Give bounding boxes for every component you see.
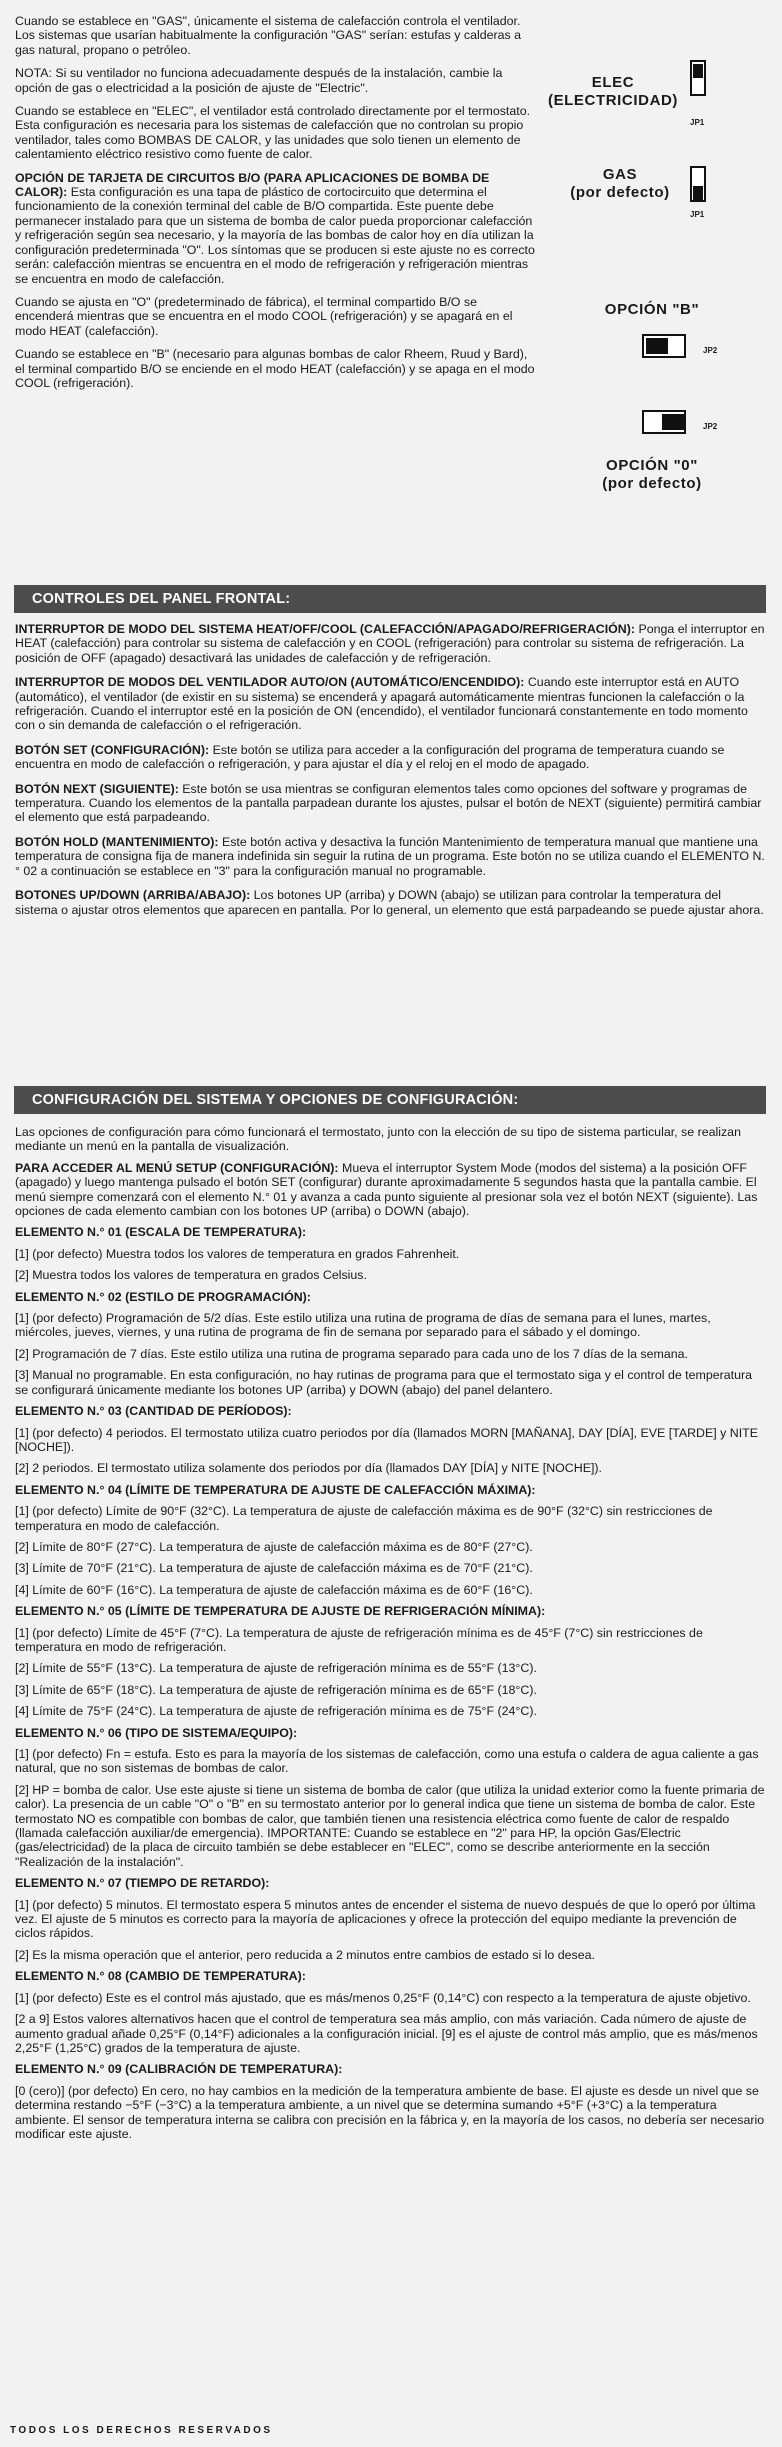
element-04-option-3: [3] Límite de 70°F (21°C). La temperatura de ajuste de calefacción máxima es de 70°F (21°C).	[15, 1561, 533, 1576]
element-07-option-2: [2] Es la misma operación que el anterior, pero reducida a 2 minutos entre cambios de estado si lo desea.	[15, 1947, 595, 1962]
element-07-option-1: [1] (por defecto) 5 minutos. El termostato espera 5 minutos antes de encender el sistema de nuevo después de que lo operó por última vez. El ajuste de 5 minutos es correcto para la mayoría de aplicaciones y ofrece la protección del equipo mediante la prevención de ciclos rápidos.	[15, 1897, 756, 1941]
setup-menu-item: PARA ACCEDER AL MENÚ SETUP (CONFIGURACIÓN): Mueva el interruptor System Mode (modos del sistema) a la posición OFF (apagado) y luego mantenga pulsado el botón SET (configurar) durante aproximadamente 5 segundos hasta que la pantalla cambie. El menú siempre comenzará con el elemento N.° 01 y avanza a cada punto siguiente al presionar sola vez el botón NEXT (siguiente). Las opciones de cada elemento cambian con los botones UP (arriba) o DOWN (abajo).	[15, 1160, 758, 1219]
element-06-option-1: [1] (por defecto) Fn = estufa. Esto es para la mayoría de los sistemas de calefacción, como una estufa o caldera de agua caliente a gas natural, que no son sistemas de bombas de calor.	[15, 1747, 759, 1776]
element-05-heading: ELEMENTO N.° 05 (LÍMITE DE TEMPERATURA DE AJUSTE DE REFRIGERACIÓN MÍNIMA):	[15, 1604, 546, 1619]
next-button-item: BOTÓN NEXT (SIGUIENTE): Este botón se usa mientras se configuran elementos tales como opciones del software y programas de temperatura. Cuando los elementos de la pantalla parpadean durante los ajustes, pulsar el botón de NEXT (siguiente) permitirá cambiar el elemento que está parpadeando.	[15, 781, 762, 825]
bo-option-text: Esta configuración es una tapa de plástico de cortocircuito que determina el funcionamiento de la conexión terminal del cable de B/O compartida. Este puente debe permanecer instalado para que un sistema de bomba de calor pueda proporcionar calefacción y refrigeración según sea necesario, y la mayoría de las bombas de calor hoy en día utilizan la configuración predeterminada "O". Los síntomas que se producen si este ajuste no es correcto serán: calefacción mientras se encuentra en el modo de refrigeración y refrigeración mientras se encuentra en modo de calefacción.	[15, 185, 535, 286]
element-02-option-2: [2] Programación de 7 días. Este estilo utiliza una rutina de programa separado para cada uno de los 7 días de la semana.	[15, 1346, 688, 1361]
element-08-option-2: [2 a 9] Estos valores alternativos hacen que el control de temperatura sea más amplio, con más variación. Cada número de ajuste de aumento gradual añade 0,25°F (0,14°F) adicionales a la configuración inicial. [9] es el ajuste de control más amplio, que es más/menos 2,25°F (1,25°C) grados de la temperatura de ajuste.	[15, 2012, 758, 2055]
config-banner: CONFIGURACIÓN DEL SISTEMA Y OPCIONES DE CONFIGURACIÓN:	[14, 1086, 766, 1114]
jp1-elec-caption: JP1	[690, 118, 705, 127]
bo-option-heading: OPCIÓN DE TARJETA DE CIRCUITOS B/O (PARA APLICACIONES DE BOMBA DE CALOR):	[15, 170, 490, 200]
front-panel-banner: CONTROLES DEL PANEL FRONTAL:	[14, 585, 766, 613]
element-07-heading: ELEMENTO N.° 07 (TIEMPO DE RETARDO):	[15, 1876, 270, 1891]
hold-button-item: BOTÓN HOLD (MANTENIMIENTO): Este botón activa y desactiva la función Mantenimiento de temperatura manual que mantiene una temperatura de consigna fija de manera indefinida sin seguir la rutina de un programa. Este botón no se utiliza cuando el ELEMENTO N.° 02 a continuación se establece en "3" para la configuración manual no programable.	[15, 834, 765, 878]
top-text-column	[15, 14, 535, 399]
fan-mode-item: INTERRUPTOR DE MODOS DEL VENTILADOR AUTO/ON (AUTOMÁTICO/ENCENDIDO): Cuando este interruptor está en AUTO (automático), el ventilador (de existir en su sistema) se encenderá y apagará automáticamente mientras funcionen la calefacción o la refrigeración. Cuando el interruptor esté en la posición de ON (encendido), el ventilador funcionará constantemente en todo momento con o sin demanda de calefacción o el refrigeración.	[15, 675, 748, 733]
element-01-heading: ELEMENTO N.° 01 (ESCALA DE TEMPERATURA):	[15, 1225, 307, 1240]
element-05-option-2: [2] Límite de 55°F (13°C). La temperatura de ajuste de refrigeración mínima es de 55°F (13°C).	[15, 1661, 537, 1676]
jp2-o-caption: JP2	[703, 422, 718, 431]
jp1-elec-jumper	[690, 60, 706, 96]
gas-paragraph: Cuando se establece en "GAS", únicamente el sistema de calefacción controla el ventilador. Los sistemas que usarían habitualmente la configuración "GAS" serían: estufas y calderas a gas natural, propano o petróleo.	[15, 14, 522, 57]
b-setting-paragraph: Cuando se establece en "B" (necesario para algunas bombas de calor Rheem, Ruud y Bard), el terminal compartido B/O se enciende en el modo HEAT (calefacción) y se apaga en el modo COOL (refrigeración).	[15, 347, 535, 390]
gas-label: GAS (por defecto)	[570, 166, 670, 201]
o-setting-paragraph: Cuando se ajusta en "O" (predeterminado de fábrica), el terminal compartido B/O se encenderá mientras que se encuentra en el modo COOL (refrigeración) y se apagará en el modo HEAT (calefacción).	[15, 294, 513, 338]
element-06-option-2: [2] HP = bomba de calor. Use este ajuste si tiene un sistema de bomba de calor (que utiliza la unidad exterior como la fuente primaria de calor). La presencia de un cable "O" o "B" en su termostato anterior por lo general indica que tiene un sistema de bomba de calor. Este termostato NO es compatible con bombas de calor, que también tienen una resistencia eléctrica como fuente de calor de respaldo (llamada calefacción auxiliar/de emergencia). IMPORTANTE: Cuando se establece en "2" para HP, la opción Gas/Electric (gas/electricidad) de la placa de circuito también se debe establecer en "ELEC", como se describe anteriormente en la sección "Realización de la instalación".	[15, 1782, 765, 1869]
jp1-gas-jumper	[690, 166, 706, 202]
element-06-heading: ELEMENTO N.° 06 (TIPO DE SISTEMA/EQUIPO):	[15, 1725, 298, 1740]
bo-option-paragraph	[15, 171, 535, 286]
element-04-heading: ELEMENTO N.° 04 (LÍMITE DE TEMPERATURA DE AJUSTE DE CALEFACCIÓN MÁXIMA):	[15, 1482, 536, 1497]
jp2-b-caption: JP2	[703, 346, 718, 355]
config-section	[15, 1125, 767, 2148]
elec-paragraph: Cuando se establece en "ELEC", el ventilador está controlado directamente por el termostato. Esta configuración es necesaria para los sistemas de calefacción que no controlan su propio ventilador, tales como BOMBAS DE CALOR, y las unidades que solo tienen un elemento de calentamiento eléctrico resistivo como fuente de calor.	[15, 104, 531, 162]
element-02-heading: ELEMENTO N.° 02 (ESTILO DE PROGRAMACIÓN):	[15, 1289, 311, 1304]
up-down-buttons-item: BOTONES UP/DOWN (ARRIBA/ABAJO): Los botones UP (arriba) y DOWN (abajo) se utilizan para controlar la temperatura del sistema o ajustar otros elementos que aparecen en pantalla. Por lo general, un elemento que está parpadeando se puede ajustar ahora.	[15, 888, 764, 917]
note-paragraph: NOTA: Si su ventilador no funciona adecuadamente después de la instalación, cambie la opción de gas o electricidad a la posición de ajuste de "Electric".	[15, 66, 503, 95]
system-mode-item: INTERRUPTOR DE MODO DEL SISTEMA HEAT/OFF/COOL (CALEFACCIÓN/APAGADO/REFRIGERACIÓN): Ponga el interruptor en HEAT (calefacción) para controlar su sistema de calefacción y en COOL (refrigeración) para controlar su sistema de refrigeración. La posición de OFF (apagado) desactivará las unidades de calefacción y de refrigeración.	[15, 622, 765, 665]
element-02-option-1: [1] (por defecto) Programación de 5/2 días. Este estilo utiliza una rutina de programa de días de semana para el lunes, martes, miércoles, jueves, viernes, y una rutina de programa de fin de semana por separado para el sábado y el domingo.	[15, 1311, 711, 1340]
element-03-option-2: [2] 2 periodos. El termostato utiliza solamente dos periodos por día (llamados DAY [DÍA] y NITE [NOCHE]).	[15, 1461, 602, 1476]
config-intro: Las opciones de configuración para cómo funcionará el termostato, junto con la elección de su tipo de sistema particular, se realizan mediante un menú en la pantalla de visualización.	[15, 1125, 741, 1154]
element-08-option-1: [1] (por defecto) Este es el control más ajustado, que es más/menos 0,25°F (0,14°C) con respecto a la temperatura de ajuste objetivo.	[15, 1990, 751, 2005]
element-03-heading: ELEMENTO N.° 03 (CANTIDAD DE PERÍODOS):	[15, 1404, 292, 1419]
jp2-o-jumper	[642, 410, 686, 434]
element-08-heading: ELEMENTO N.° 08 (CAMBIO DE TEMPERATURA):	[15, 1969, 306, 1984]
elec-label: ELEC (ELECTRICIDAD)	[547, 74, 679, 109]
element-09-heading: ELEMENTO N.° 09 (CALIBRACIÓN DE TEMPERATURA):	[15, 2062, 343, 2077]
jp2-b-jumper	[642, 334, 686, 358]
element-02-option-3: [3] Manual no programable. En esta configuración, no hay rutinas de programa para que el termostato siga y el control de temperatura se configurará únicamente mediante los botones UP (arriba) y DOWN (abajo) del panel delantero.	[15, 1368, 752, 1397]
element-01-option-2: [2] Muestra todos los valores de temperatura en grados Celsius.	[15, 1268, 367, 1283]
element-05-option-3: [3] Límite de 65°F (18°C). La temperatura de ajuste de refrigeración mínima es de 65°F (18°C).	[15, 1682, 537, 1697]
jp1-gas-caption: JP1	[690, 210, 705, 219]
opcion-b-label: OPCIÓN "B"	[604, 301, 700, 318]
element-01-option-1: [1] (por defecto) Muestra todos los valores de temperatura en grados Fahrenheit.	[15, 1246, 460, 1261]
footer-copyright: TODOS LOS DERECHOS RESERVADOS	[10, 2425, 273, 2436]
element-09-option-0: [0 (cero)] (por defecto) En cero, no hay cambios en la medición de la temperatura ambiente de base. El ajuste es desde un nivel que se determina restando −5°F (−3°C) a la temperatura ambiente, a un nivel que se determina sumando +5°F (+3°C) a la temperatura ambiente. El sensor de temperatura interna se calibra con precisión en la fábrica y, en la mayoría de los casos, no debería ser necesario modificar este ajuste.	[15, 2083, 765, 2141]
element-04-option-4: [4] Límite de 60°F (16°C). La temperatura de ajuste de calefacción máxima es de 60°F (16°C).	[15, 1582, 533, 1597]
element-04-option-2: [2] Límite de 80°F (27°C). La temperatura de ajuste de calefacción máxima es de 80°F (27°C).	[15, 1539, 533, 1554]
set-button-item: BOTÓN SET (CONFIGURACIÓN): Este botón se utiliza para acceder a la configuración del programa de temperatura cuando se encuentra en modo de calefacción o refrigeración, y para ajustar el día y el reloj en el modo de apagado.	[15, 742, 725, 772]
element-05-option-1: [1] (por defecto) Límite de 45°F (7°C). La temperatura de ajuste de refrigeración mínima es de 45°F (7°C) sin restricciones de temperatura en modo de refrigeración.	[15, 1625, 703, 1654]
element-04-option-1: [1] (por defecto) Límite de 90°F (32°C). La temperatura de ajuste de calefacción máxima es de 90°F (32°C) sin restricciones de temperatura en modo de calefacción.	[15, 1504, 713, 1533]
opcion-0-label: OPCIÓN "0" (por defecto)	[602, 457, 702, 492]
element-03-option-1: [1] (por defecto) 4 periodos. El termostato utiliza cuatro periodos por día (llamados MORN [MAÑANA], DAY [DÍA], EVE [TARDE] y NITE [NOCHE]).	[15, 1425, 759, 1454]
element-05-option-4: [4] Límite de 75°F (24°C). La temperatura de ajuste de refrigeración mínima es de 75°F (24°C).	[15, 1704, 537, 1719]
front-panel-section	[15, 622, 767, 927]
